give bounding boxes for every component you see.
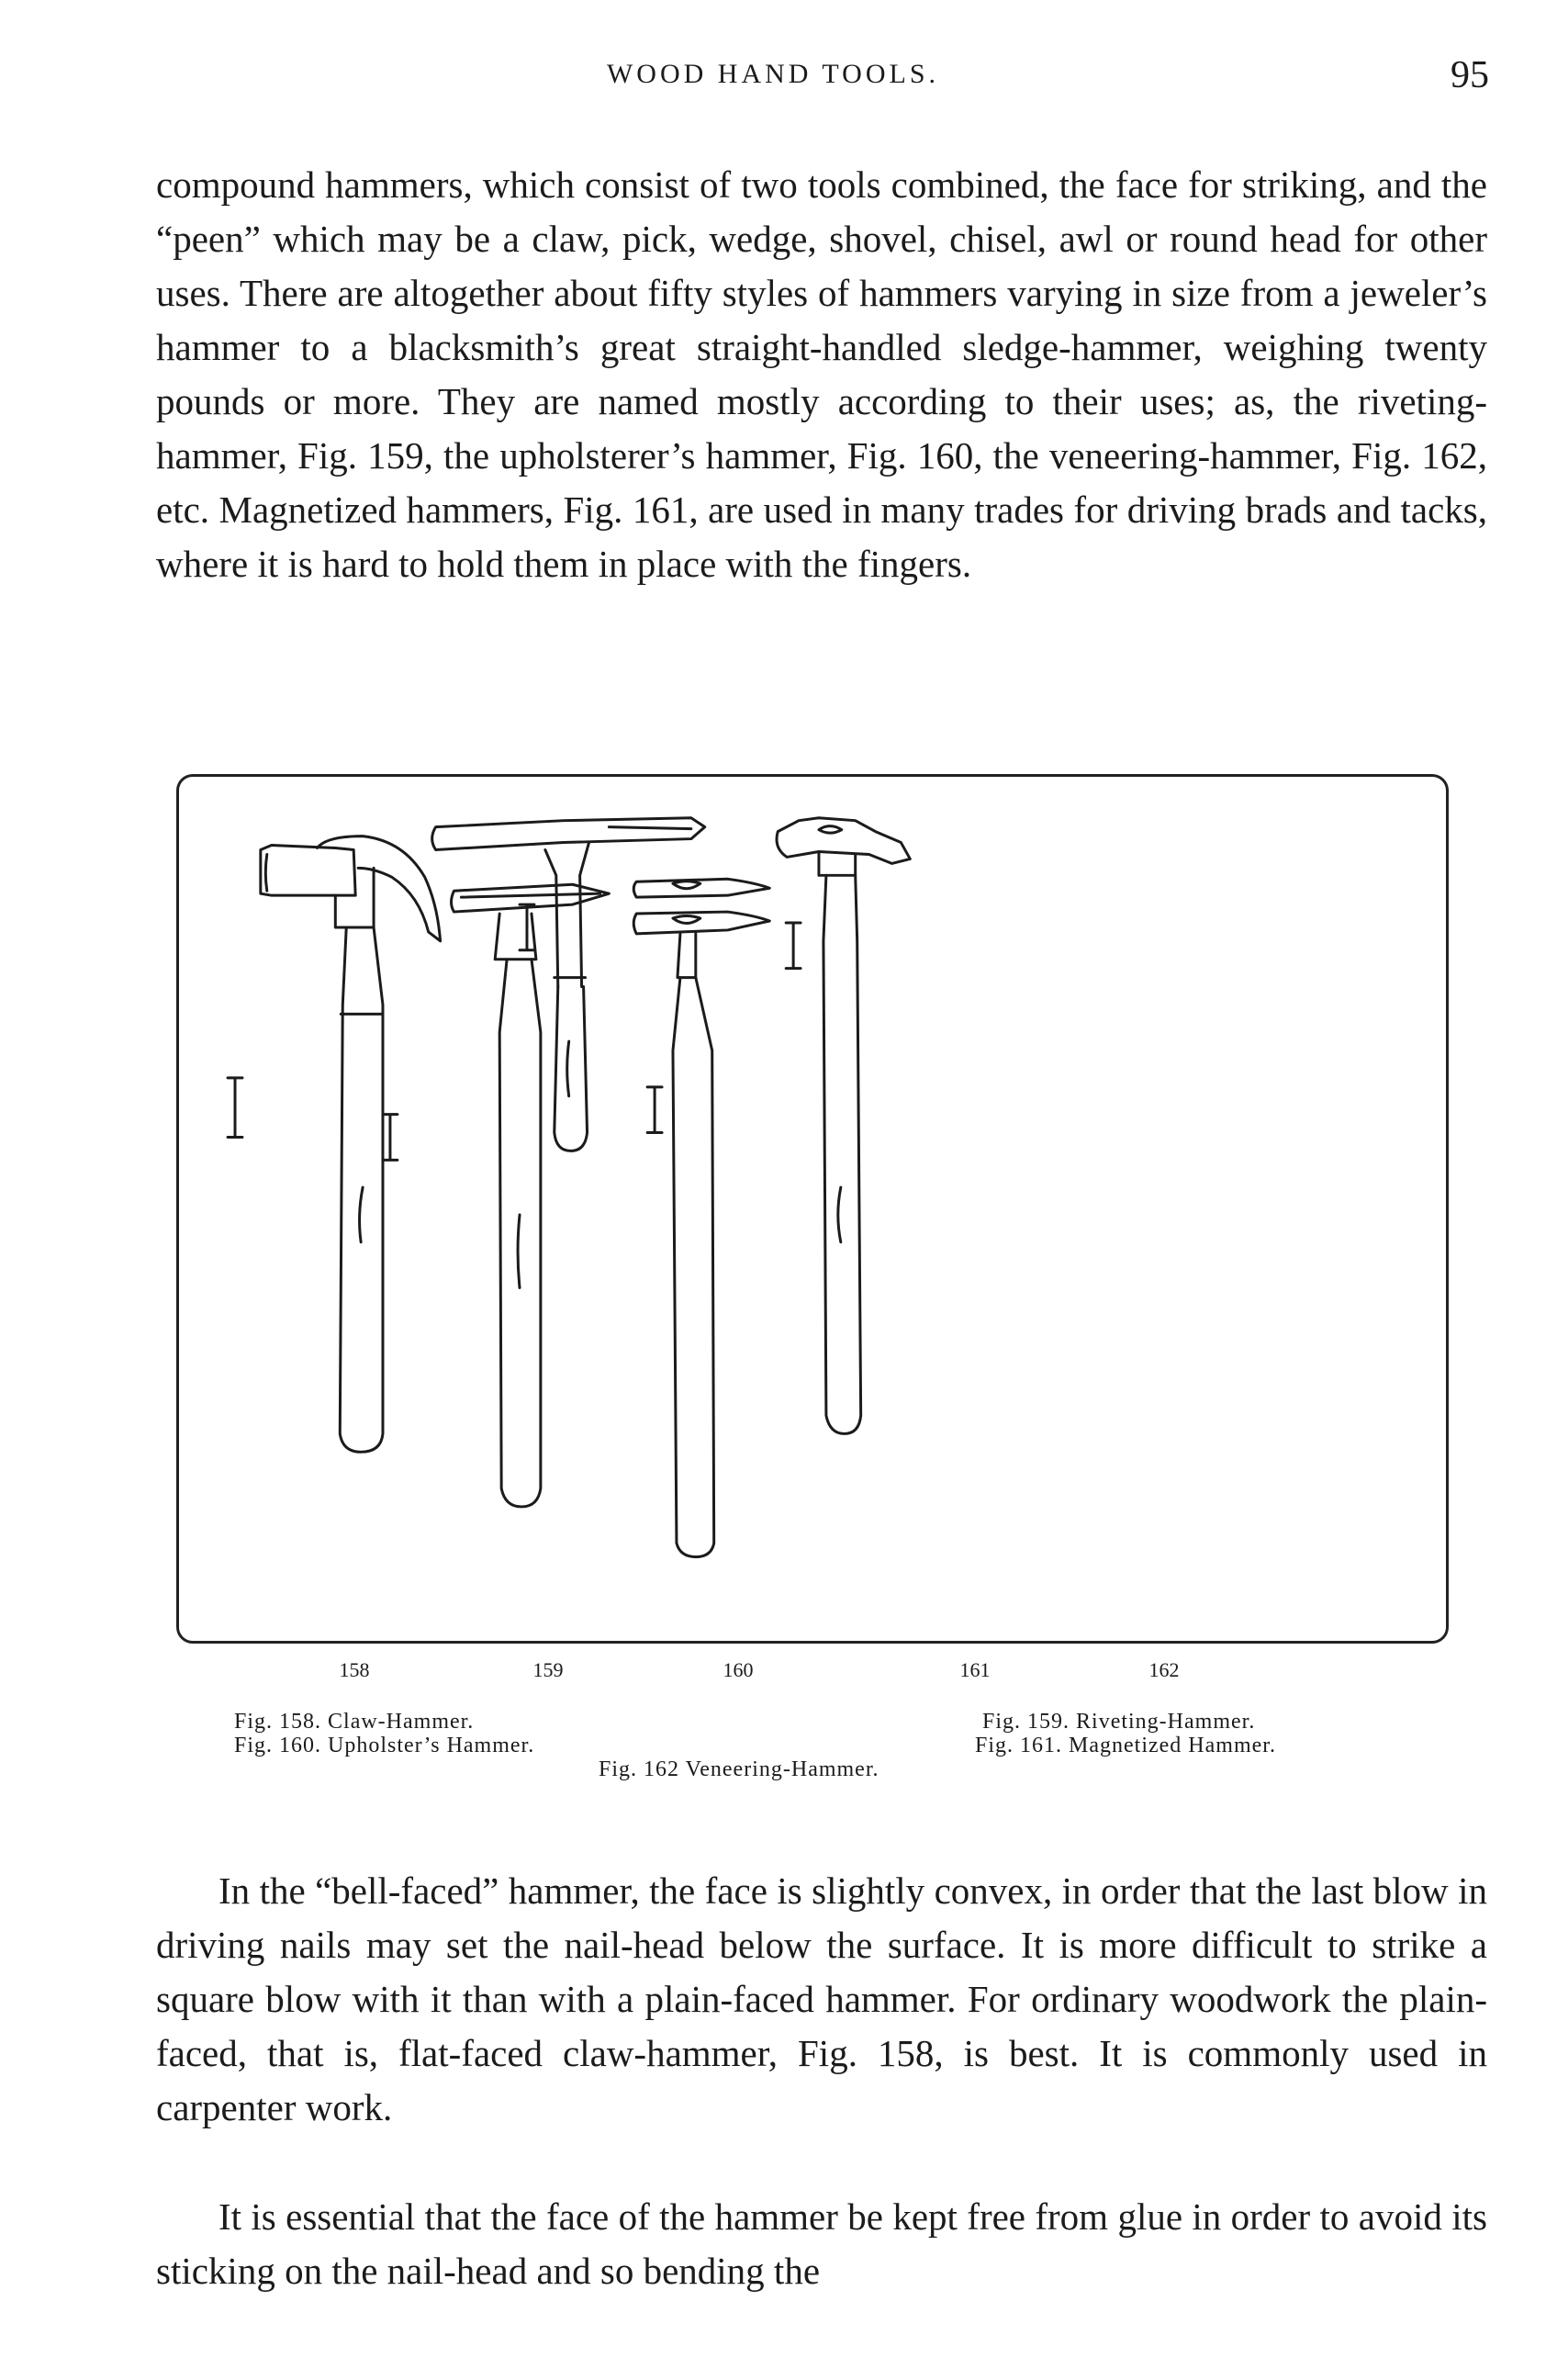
figure-number-161: 161 (959, 1658, 991, 1681)
riveting-hammer-illustration (432, 818, 705, 1151)
figure-numbers-row (176, 1658, 1449, 1690)
page-header (0, 53, 1546, 99)
running-title: WOOD HAND TOOLS. (606, 59, 940, 89)
caption-fig-161: Fig. 161. Magnetized Hammer. (975, 1734, 1276, 1757)
paragraph-hammer-face: It is essential that the face of the hammer be kept free from glue in order to avoid its sticking on the nail-head and so bending the (156, 2195, 1487, 2292)
veneering-hammer-illustration (777, 818, 910, 1434)
paragraph-bell-faced: In the “bell-faced” hammer, the face is slightly convex, in order that the last blow in driving nails may set the nail-head below the surface. It is more difficult to strike a square blow with it than with a plain-faced hammer. For ordinary woodwork the plain-faced, that is, flat-faced claw-hammer, Fig. 158, is best. It is commonly used in carpenter work. (156, 1869, 1487, 2128)
figure-number-158: 158 (339, 1658, 370, 1681)
figure-captions (0, 1710, 1546, 1811)
caption-fig-160: Fig. 160. Upholster’s Hammer. (234, 1734, 535, 1757)
paragraph-hammer-styles: compound hammers, which consist of two tools combined, the face for striking, and the “peen” which may be a claw, pick, wedge, shovel, chisel, awl or round head for other uses. There are altogether about fifty styles of hammers varying in size from a jeweler’s hammer to a blacksmith’s great straight-handled sledge-hammer, weighing twenty pounds or more. They are named mostly according to their uses; as, the riveting-hammer, Fig. 159, the upholsterer’s hammer, Fig. 160, the veneering-hammer, Fig. 162, etc. Magnetized hammers, Fig. 161, are used in many trades for driving brads and tacks, where it is hard to hold them in place with the fingers. (156, 163, 1487, 585)
hammer-figure-frame (176, 774, 1449, 1644)
page-number: 95 (1451, 54, 1489, 96)
caption-fig-158: Fig. 158. Claw-Hammer. (234, 1710, 475, 1734)
caption-fig-162: Fig. 162 Veneering-Hammer. (599, 1757, 879, 1781)
figure-number-159: 159 (532, 1658, 564, 1681)
hammer-illustrations (179, 777, 1446, 1641)
claw-hammer-illustration (228, 836, 441, 1453)
magnetized-hammer-illustration (633, 879, 769, 1556)
figure-number-160: 160 (723, 1658, 754, 1681)
caption-fig-159: Fig. 159. Riveting-Hammer. (982, 1710, 1256, 1734)
figure-number-162: 162 (1148, 1658, 1180, 1681)
